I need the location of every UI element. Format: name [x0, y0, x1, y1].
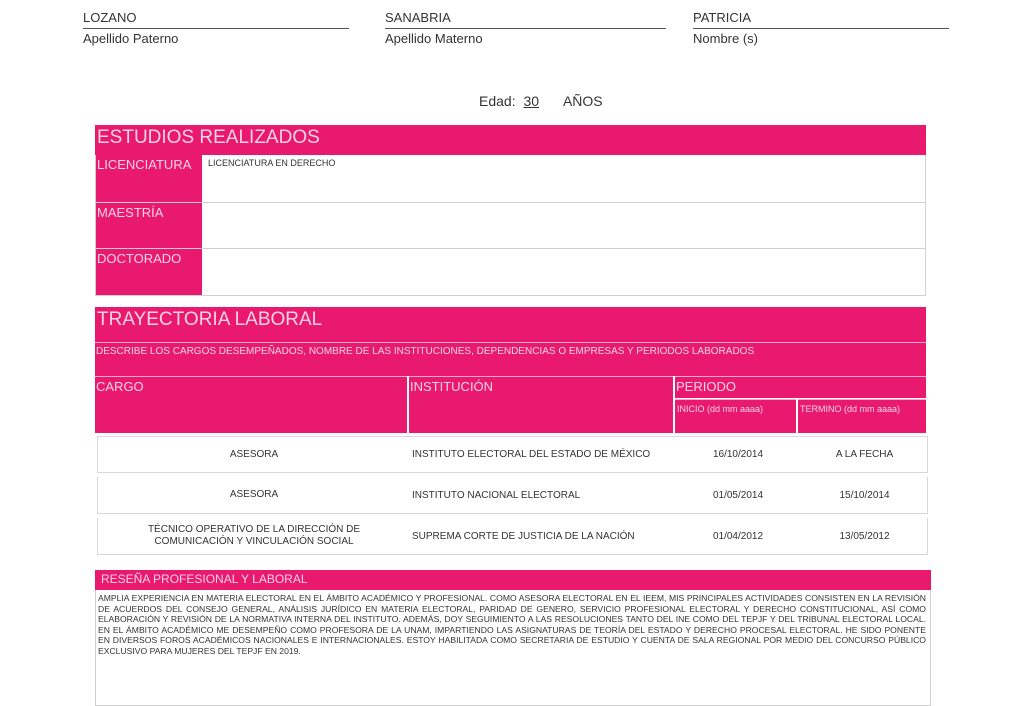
cargo-cell: TÉCNICO OPERATIVO DE LA DIRECCIÓN DE COMUNICACIÓN Y VINCULACIÓN SOCIAL	[147, 524, 361, 547]
table-row	[97, 477, 928, 514]
estudios-label: LICENCIATURA	[96, 155, 202, 202]
institucion-cell: SUPREMA CORTE DE JUSTICIA DE LA NACIÓN	[412, 530, 635, 542]
termino-cell: 15/10/2014	[839, 489, 890, 501]
estudios-value: LICENCIATURA EN DERECHO	[208, 158, 336, 168]
apellido-paterno-value: LOZANO	[83, 10, 349, 29]
edad-value: 30	[523, 93, 540, 109]
edad-line	[479, 93, 603, 109]
resena-text: AMPLIA EXPERIENCIA EN MATERIA ELECTORAL EN EL ÁMBITO ACADÉMICO Y PROFESIONAL. COMO ASESORA ELECTORAL EN EL IEEM, MIS PRINCIPALES ACTIVIDADES CONSISTEN EN LA REVISIÓN DE ACUERDOS DEL CONSEJO GENERAL, ANÁLISIS JURÍDICO EN MATERIA ELECTORAL, PARIDAD DE GENERO, SERVICIO PROFESIONAL ELECTORAL Y DERECHO CONSTITUCIONAL, ASÍ COMO ELABORACIÓN Y REVISIÓN DE LA NORMATIVA INTERNA DEL INSTITUTO. ADEMÁS, DOY SEGUIMIENTO A LAS RESOLUCIONES TANTO DEL INE COMO DEL TEPJF Y DEL TRIBUNAL ELECTORAL LOCAL. EN EL ÁMBITO ACADÉMICO ME DESEMPEÑO COMO PROFESORA DE LA UNAM, IMPARTIENDO LAS ASIGNATURAS DE TEORÍA DEL ESTADO Y DERECHO PROCESAL ELECTORAL. HE SIDO PONENTE EN DIVERSOS FOROS ACADÉMICOS NACIONALES E INTERNACIONALES. ESTOY HABILITADA COMO SECRETARIA DE ESTUDIO Y CUENTA DE SALA REGIONAL POR MEDIO DEL CONCURSO PÚBLICO EXCLUSIVO PARA MUJERES DEL TEPJF EN 2019.	[95, 590, 931, 706]
estudios-row-doctorado	[95, 249, 926, 296]
termino-cell: A LA FECHA	[835, 449, 894, 460]
resena-title: RESEÑA PROFESIONAL Y LABORAL	[95, 570, 931, 590]
apellido-materno-value: SANABRIA	[385, 10, 666, 29]
estudios-title: ESTUDIOS REALIZADOS	[95, 125, 926, 155]
apellido-paterno-label: Apellido Paterno	[83, 31, 179, 46]
cargo-cell: ASESORA	[229, 489, 279, 500]
edad-unit: AÑOS	[562, 93, 603, 109]
nombre-value: PATRICIA	[693, 10, 949, 29]
table-row	[97, 436, 928, 473]
apellido-materno-label: Apellido Materno	[385, 31, 483, 46]
cargo-cell: ASESORA	[229, 448, 279, 460]
edad-label: Edad:	[479, 93, 516, 109]
col-institucion-header: INSTITUCIÓN	[409, 376, 673, 433]
institucion-cell: INSTITUTO NACIONAL ELECTORAL	[412, 489, 581, 501]
apellido-paterno-block	[83, 10, 349, 46]
inicio-cell: 01/05/2014	[712, 489, 764, 501]
trayectoria-title: TRAYECTORIA LABORAL	[95, 307, 926, 342]
table-row	[97, 518, 928, 555]
inicio-cell: 01/04/2012	[712, 530, 764, 542]
institucion-cell: INSTITUTO ELECTORAL DEL ESTADO DE MÉXICO	[412, 449, 651, 460]
trayectoria-description: DESCRIBE LOS CARGOS DESEMPEÑADOS, NOMBRE DE LAS INSTITUCIONES, DEPENDENCIAS O EMPRESAS Y PERIODOS LABORADOS	[95, 342, 926, 376]
col-inicio-header: INICIO (dd mm aaaa)	[675, 399, 796, 433]
estudios-row-maestria	[95, 203, 926, 249]
estudios-row-licenciatura	[95, 155, 926, 203]
estudios-label: MAESTRÍA	[96, 203, 202, 248]
col-termino-header: TERMINO (dd mm aaaa)	[798, 399, 926, 433]
termino-cell: 13/05/2012	[839, 530, 890, 542]
nombre-label: Nombre (s)	[693, 31, 759, 46]
nombre-block	[693, 10, 949, 46]
col-periodo-header: PERIODO	[675, 376, 926, 398]
apellido-materno-block	[385, 10, 666, 46]
inicio-cell: 16/10/2014	[712, 449, 764, 460]
estudios-label: DOCTORADO	[96, 249, 202, 295]
col-cargo-header: CARGO	[95, 376, 407, 433]
